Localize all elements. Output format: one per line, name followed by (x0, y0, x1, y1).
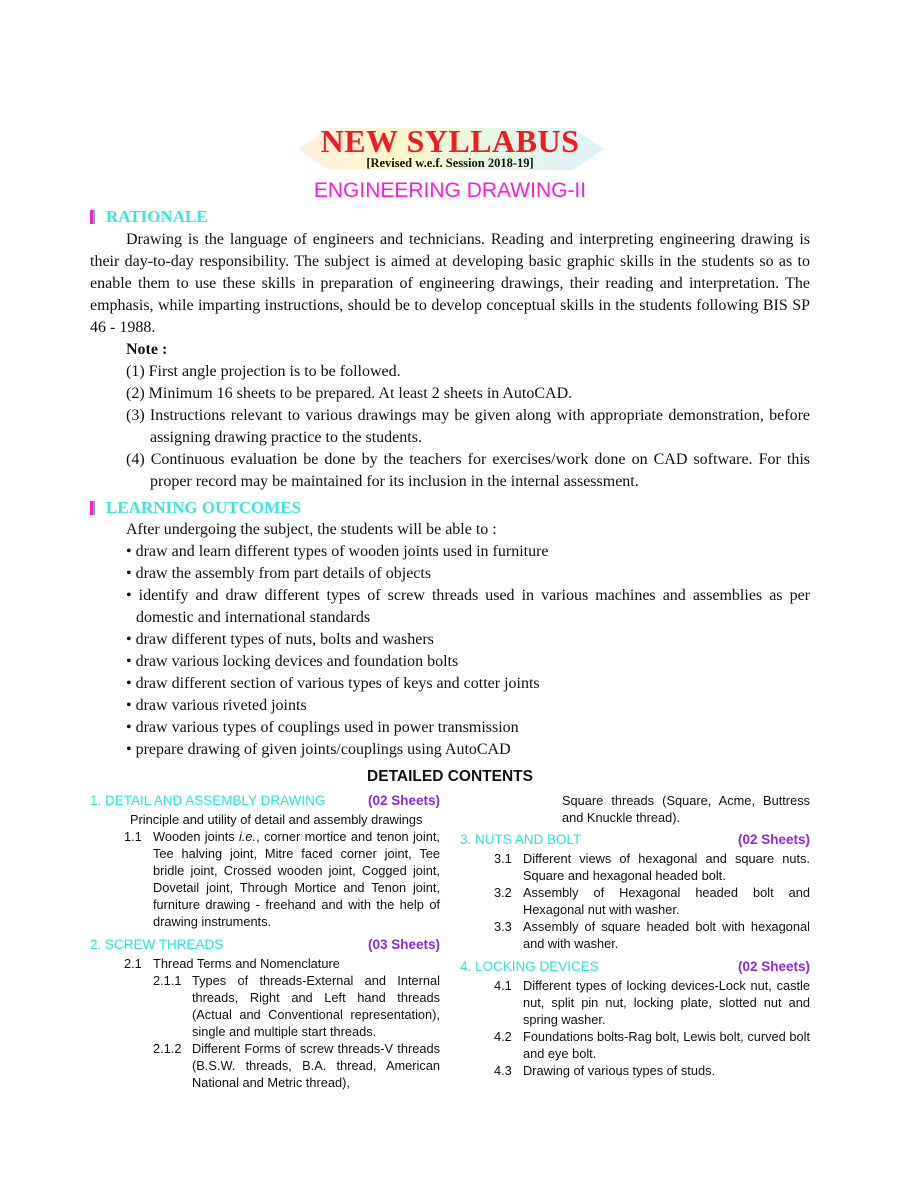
note-item: (2) Minimum 16 sheets to be prepared. At least 2 sheets in AutoCAD. (126, 385, 573, 402)
topic-text (153, 828, 440, 930)
outcomes-list (126, 519, 810, 761)
topic-number: 4.2 (494, 1029, 512, 1044)
text-italic: i.e. (239, 829, 257, 844)
section-title: 2. SCREW THREADS (90, 937, 224, 952)
list-item: • draw various types of couplings used in power transmission (126, 719, 519, 736)
topic-text-continued: Square threads (Square, Acme, Buttress and Knuckle thread). (562, 793, 810, 825)
heading-text: RATIONALE (106, 207, 208, 226)
section-1-heading (90, 792, 440, 810)
topic-row (90, 955, 440, 972)
outcomes-heading (90, 497, 810, 519)
topic-text: Foundations bolts-Rag bolt, Lewis bolt, curved bolt and eye bolt. (523, 1029, 810, 1061)
topic-text: Thread Terms and Nomenclature (153, 956, 340, 971)
topic-row (460, 918, 810, 952)
list-item: • draw various locking devices and foundation bolts (126, 653, 459, 670)
topic-row (460, 977, 810, 1028)
page-title: NEW SYLLABUS (320, 123, 580, 159)
contents-right-column (460, 792, 810, 1091)
note-item: (3) Instructions relevant to various drawings may be given along with appropriate demonstration, before assigning drawing practice to the students. (126, 407, 810, 446)
rationale-heading (90, 206, 810, 228)
contents-left-column (90, 792, 440, 1091)
topic-number: 3.3 (494, 919, 512, 934)
topic-text: Different views of hexagonal and square nuts. Square and hexagonal headed bolt. (523, 851, 810, 883)
list-item: • draw different types of nuts, bolts and washers (126, 631, 434, 648)
notes (126, 339, 810, 493)
sheet-count: (02 Sheets) (737, 959, 810, 974)
section-title: 4. LOCKING DEVICES (460, 959, 599, 974)
list-item: • prepare drawing of given joints/couplings using AutoCAD (126, 741, 511, 758)
subtopic-row (90, 1040, 440, 1091)
heading-text: LEARNING OUTCOMES (106, 498, 302, 517)
section-marker-icon (90, 210, 95, 224)
note-item: (4) Continuous evaluation be done by the teachers for exercises/work done on CAD software. For this proper record may be maintained for its inclusion in the internal assessment. (126, 451, 810, 490)
main-content (90, 206, 810, 1091)
text-part: , corner mortice and tenon joint, Tee halving joint, Mitre faced corner joint, Tee bridle joint, Crossed wooden joint, Cogged joint, Dovetail joint, Through Mortice and Tenon joint, furniture drawing - freehand and with the help of drawing instruments. (153, 829, 440, 929)
topic-text: Types of threads-External and Internal threads, Right and Left hand threads (Actual and Conventional representation), single and multiple start threads. (192, 973, 440, 1039)
topic-text: Different types of locking devices-Lock nut, castle nut, split pin nut, locking plate, slotted nut and spring washer. (523, 978, 810, 1027)
section-intro: Principle and utility of detail and assembly drawings (130, 812, 423, 827)
sheet-count: (02 Sheets) (367, 793, 440, 808)
topic-number: 4.1 (494, 978, 512, 993)
outcomes-intro: After undergoing the subject, the students will be able to : (126, 521, 497, 538)
rationale-text (90, 229, 810, 339)
contents-heading: DETAILED CONTENTS (367, 768, 533, 785)
section-2-heading (90, 936, 440, 954)
topic-number: 3.2 (494, 885, 512, 900)
topic-text: Drawing of various types of studs. (523, 1063, 716, 1078)
topic-row (460, 1062, 810, 1079)
topic-number: 2.1.1 (153, 973, 182, 988)
text-part: Wooden joints (153, 829, 239, 844)
section-marker-icon (90, 501, 95, 515)
topic-number: 3.1 (494, 851, 512, 866)
list-item: • draw the assembly from part details of objects (126, 565, 432, 582)
list-item: • identify and draw different types of screw threads used in various machines and assemblies as per domestic and international standards (126, 587, 810, 626)
list-item: • draw and learn different types of wooden joints used in furniture (126, 543, 549, 560)
topic-text: Assembly of Hexagonal headed bolt and Hexagonal nut with washer. (523, 885, 810, 917)
list-item: • draw different section of various types of keys and cotter joints (126, 675, 540, 692)
sheet-count: (03 Sheets) (367, 937, 440, 952)
note-item: (1) First angle projection is to be followed. (126, 363, 401, 380)
paragraph: Drawing is the language of engineers and technicians. Reading and interpreting engineering drawing is their day-to-day responsibility. The subject is aimed at developing basic graphic skills in the students so as to enable them to use these skills in preparation of engineering drawings, their reading and interpretation. The emphasis, while imparting instructions, should be to develop conceptual skills in the students following BIS SP 46 - 1988. (90, 231, 810, 336)
topic-row (460, 884, 810, 918)
subject-title: ENGINEERING DRAWING-II (313, 179, 587, 202)
topic-number: 4.3 (494, 1063, 512, 1078)
topic-row (90, 828, 440, 930)
list-item: • draw various riveted joints (126, 697, 307, 714)
section-title: 3. NUTS AND BOLT (460, 832, 582, 847)
subtopic-row (90, 972, 440, 1040)
section-3-heading (460, 831, 810, 849)
section-title: 1. DETAIL AND ASSEMBLY DRAWING (90, 793, 326, 808)
topic-number: 2.1 (124, 956, 142, 971)
topic-text: Different Forms of screw threads-V threads (B.S.W. threads, B.A. thread, American National and Metric thread), (192, 1041, 440, 1090)
section-4-heading (460, 958, 810, 976)
topic-number: 2.1.2 (153, 1041, 182, 1056)
sheet-count: (02 Sheets) (737, 832, 810, 847)
contents-columns (90, 792, 810, 1091)
note-label: Note : (126, 341, 168, 358)
topic-row (460, 850, 810, 884)
topic-row (460, 1028, 810, 1062)
topic-number: 1.1 (124, 829, 142, 844)
revision-note: [Revised w.e.f. Session 2018-19] (366, 156, 534, 170)
topic-text: Assembly of square headed bolt with hexagonal and with washer. (523, 919, 810, 951)
